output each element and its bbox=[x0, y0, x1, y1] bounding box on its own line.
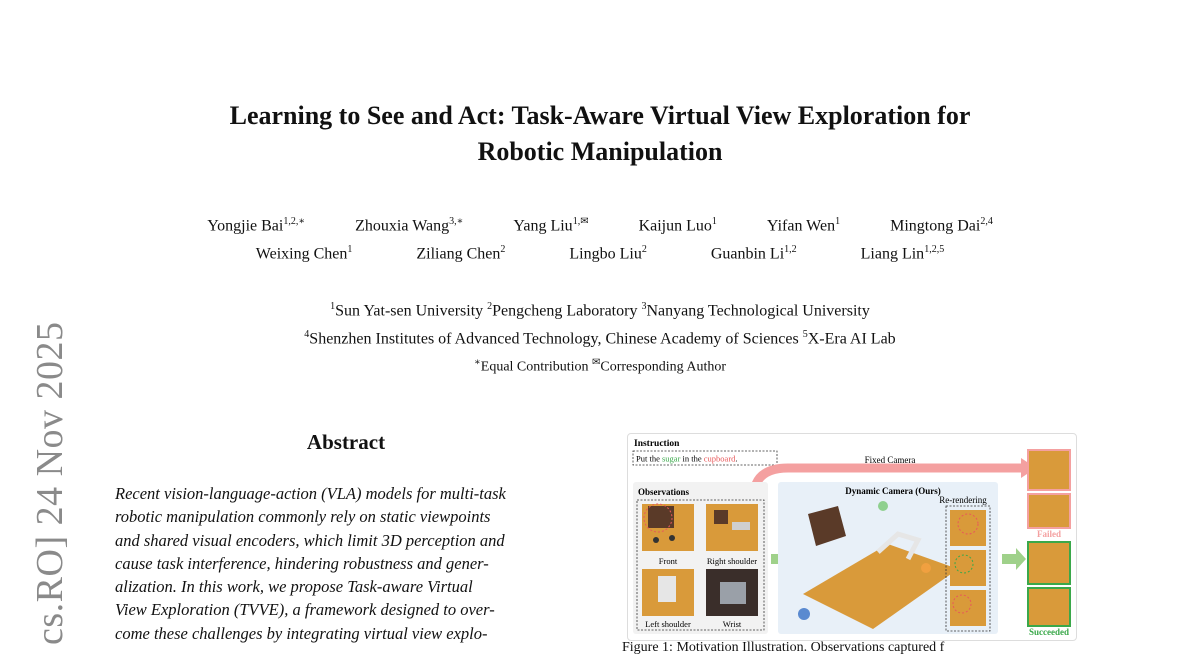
succeeded-label: Succeeded bbox=[1029, 627, 1069, 637]
figure-caption: Figure 1: Motivation Illustration. Observations captured f bbox=[622, 640, 945, 655]
paper-title bbox=[150, 98, 1050, 170]
authors-row-1 bbox=[100, 216, 1100, 235]
dynamic-camera-label: Dynamic Camera (Ours) bbox=[845, 486, 941, 496]
author: Yang Liu$^{1,✉}$ bbox=[513, 216, 589, 235]
affiliations-line-2: $^4$Shenzhen Institutes of Advanced Technology, Chinese Academy of Sciences $^5$X-Era AI Lab bbox=[304, 329, 896, 348]
observations-label: Observations bbox=[638, 487, 690, 497]
arxiv-stamp-text: cs.RO] 24 Nov 2025 bbox=[29, 321, 71, 645]
abstract-line: cause task interference, hindering robustness and gener- bbox=[115, 553, 489, 573]
motivation-figure bbox=[627, 433, 1077, 641]
view-label-right-shoulder: Right shoulder bbox=[706, 556, 758, 566]
abstract-heading: Abstract bbox=[306, 430, 386, 454]
view-label-left-shoulder: Left shoulder bbox=[645, 619, 691, 629]
rerendered-view bbox=[950, 510, 986, 546]
author: Lingbo Liu$^2$ bbox=[569, 244, 647, 263]
title-line-2: Robotic Manipulation bbox=[477, 137, 723, 166]
green-arrow bbox=[1002, 548, 1026, 570]
author: Kaijun Luo$^1$ bbox=[638, 216, 717, 235]
abstract-line: and shared visual encoders, which limit 3D perception and bbox=[115, 530, 505, 550]
camera-icon bbox=[878, 501, 888, 511]
abstract-line: come these challenges by integrating virtual view explo- bbox=[115, 623, 488, 643]
view-label-front: Front bbox=[658, 556, 678, 566]
failed-label: Failed bbox=[1037, 529, 1061, 539]
author: Mingtong Dai$^{2,4}$ bbox=[890, 216, 993, 235]
affiliations-line-1: $^1$Sun Yat-sen University $^2$Pengcheng Laboratory $^3$Nanyang Technological University bbox=[330, 301, 870, 320]
authors-row-2 bbox=[100, 244, 1100, 263]
abstract-line: Recent vision-language-action (VLA) models for multi-task bbox=[115, 484, 506, 503]
author: Guanbin Li$^{1,2}$ bbox=[710, 244, 797, 263]
fixed-camera-label: Fixed Camera bbox=[864, 455, 916, 465]
succeeded-result-image bbox=[1028, 588, 1070, 626]
cupboard-shape bbox=[648, 506, 674, 528]
contribution-note: ∗Equal Contribution ✉Corresponding Author bbox=[473, 357, 726, 375]
failed-result-image bbox=[1028, 494, 1070, 528]
title-line-1: Learning to See and Act: Task-Aware Virtual View Exploration for bbox=[229, 101, 971, 130]
author: Weixing Chen$^1$ bbox=[255, 244, 353, 263]
author: Yifan Wen$^1$ bbox=[766, 216, 841, 235]
instruction-label: Instruction bbox=[634, 439, 680, 449]
abstract-line: alization. In this work, we propose Task-aware Virtual bbox=[115, 577, 473, 597]
arxiv-stamp bbox=[28, 321, 72, 655]
abstract-line: robotic manipulation commonly rely on static viewpoints bbox=[115, 507, 491, 527]
author: Zhouxia Wang$^{3,∗}$ bbox=[355, 216, 464, 235]
camera-icon bbox=[921, 563, 931, 573]
succeeded-result-image bbox=[1028, 542, 1070, 584]
abstract-body bbox=[115, 482, 577, 645]
rerendered-view bbox=[950, 590, 986, 626]
view-label-wrist: Wrist bbox=[722, 619, 742, 629]
camera-icon bbox=[798, 608, 810, 620]
author: Ziliang Chen$^2$ bbox=[416, 244, 506, 263]
failed-result-image bbox=[1028, 450, 1070, 490]
author: Liang Lin$^{1,2,5}$ bbox=[860, 244, 945, 263]
instruction-text: Put the sugar in the cupboard. bbox=[636, 453, 738, 464]
fixed-camera-arrow bbox=[756, 468, 1023, 484]
rerendering-label: Re-rendering bbox=[939, 495, 987, 505]
author: Yongjie Bai$^{1,2,∗}$ bbox=[207, 216, 306, 235]
abstract-line: View Exploration (TVVE), a framework designed to over- bbox=[115, 600, 495, 620]
